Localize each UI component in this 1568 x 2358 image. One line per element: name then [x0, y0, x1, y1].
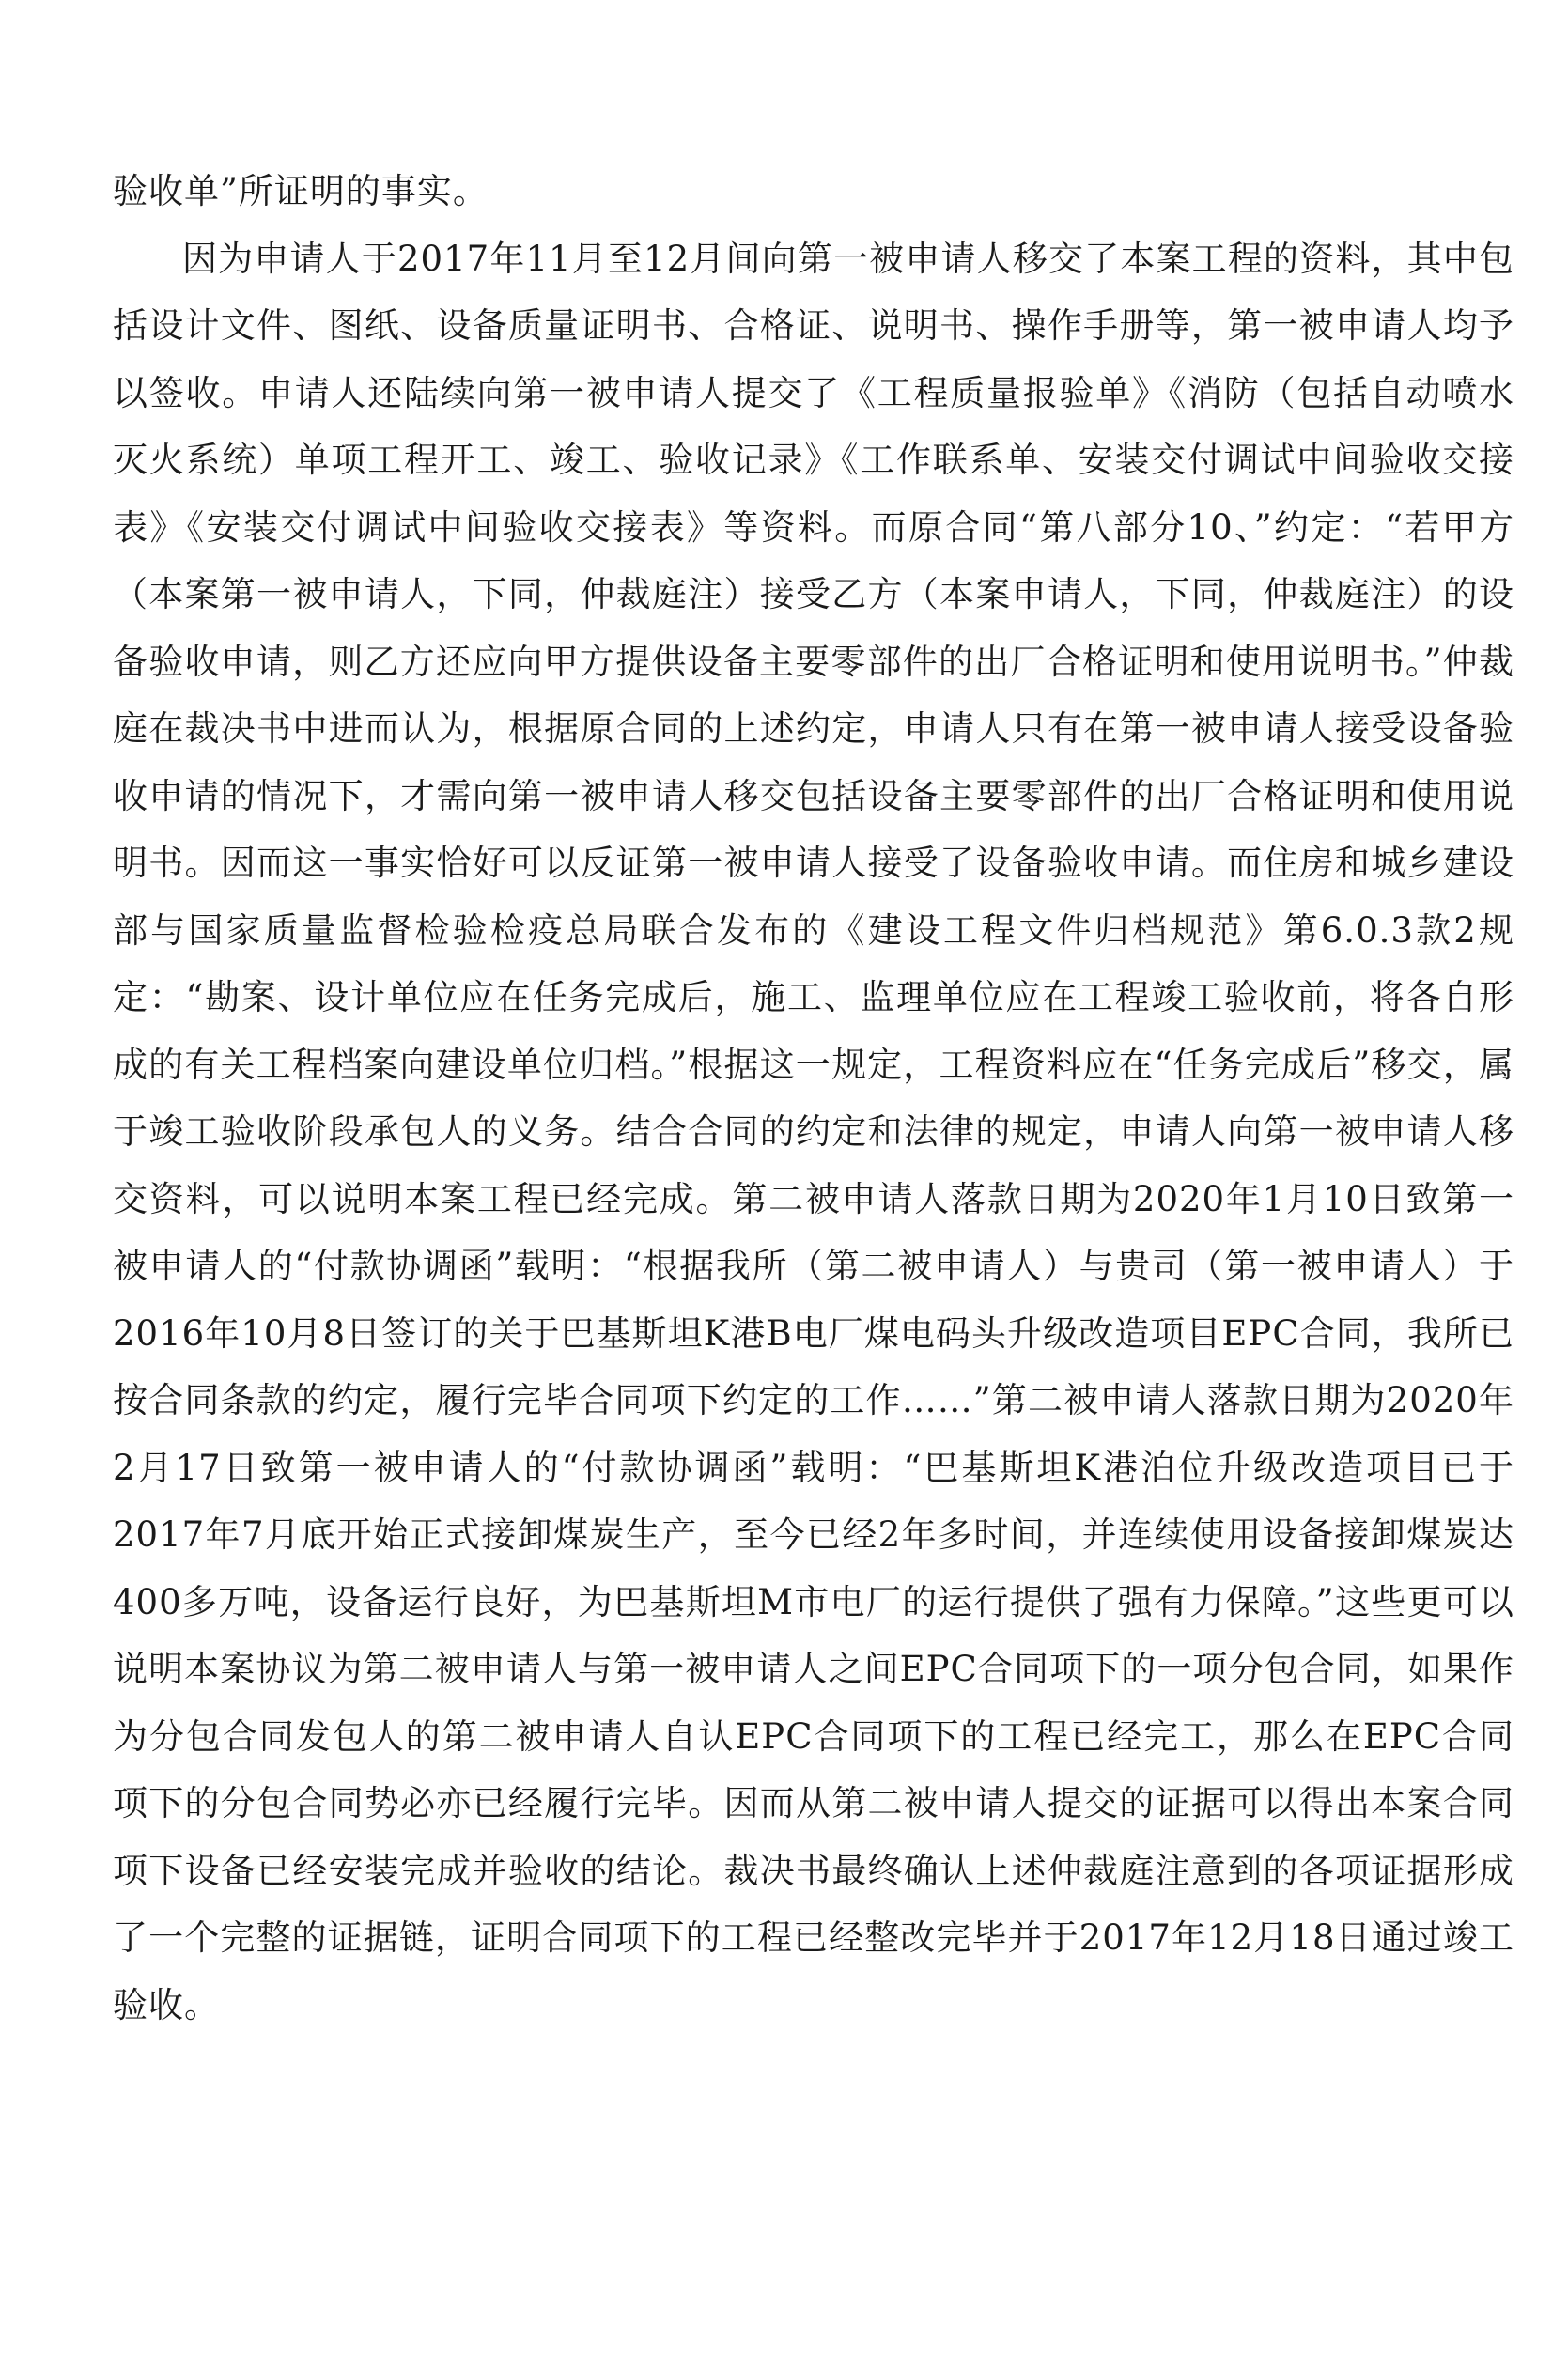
paragraph-main: 因为申请人于2017年11月至12月间向第一被申请人移交了本案工程的资料，其中包括设计文件、图纸、设备质量证明书、合格证、说明书、操作手册等，第一被申请人均予以签收。申请人还陆续向第一被申请人提交了《工程质量报验单》《消防（包括自动喷水灭火系统）单项工程开工、竣工、验收记录》《工作联系单、安装交付调试中间验收交接表》《安装交付调试中间验收交接表》等资料。而原合同“第八部分10、”约定：“若甲方（本案第一被申请人，下同，仲裁庭注）接受乙方（本案申请人，下同，仲裁庭注）的设备验收申请，则乙方还应向甲方提供设备主要零部件的出厂合格证明和使用说明书。”仲裁庭在裁决书中进而认为，根据原合同的上述约定，申请人只有在第一被申请人接受设备验收申请的情况下，才需向第一被申请人移交包括设备主要零部件的出厂合格证明和使用说明书。因而这一事实恰好可以反证第一被申请人接受了设备验收申请。而住房和城乡建设部与国家质量监督检验检疫总局联合发布的《建设工程文件归档规范》第6.0.3款2规定：“勘案、设计单位应在任务完成后，施工、监理单位应在工程竣工验收前，将各自形成的有关工程档案向建设单位归档。”根据这一规定，工程资料应在“任务完成后”移交，属于竣工验收阶段承包人的义务。结合合同的约定和法律的规定，申请人向第一被申请人移交资料，可以说明本案工程已经完成。第二被申请人落款日期为2020年1月10日致第一被申请人的“付款协调函”载明：“根据我所（第二被申请人）与贵司（第一被申请人）于2016年10月8日签订的关于巴基斯坦K港B电厂煤电码头升级改造项目EPC合同，我所已按合同条款的约定，履行完毕合同项下约定的工作……”第二被申请人落款日期为2020年2月17日致第一被申请人的“付款协调函”载明：“巴基斯坦K港泊位升级改造项目已于2017年7月底开始正式接卸煤炭生产，至今已经2年多时间，并连续使用设备接卸煤炭达400多万吨，设备运行良好，为巴基斯坦M市电厂的运行提供了强有力保障。”这些更可以说明本案协议为第二被申请人与第一被申请人之间EPC合同项下的一项分包合同，如果作为分包合同发包人的第二被申请人自认EPC合同项下的工程已经完工，那么在EPC合同项下的分包合同势必亦已经履行完毕。因而从第二被申请人提交的证据可以得出本案合同项下设备已经安装完成并验收的结论。裁决书最终确认上述仲裁庭注意到的各项证据形成了一个完整的证据链，证明合同项下的工程已经整改完毕并于2017年12月18日通过竣工验收。	[113, 238, 1514, 2025]
document-page	[113, 158, 1514, 2039]
paragraph-continuation: 验收单”所证明的事实。	[113, 171, 489, 211]
